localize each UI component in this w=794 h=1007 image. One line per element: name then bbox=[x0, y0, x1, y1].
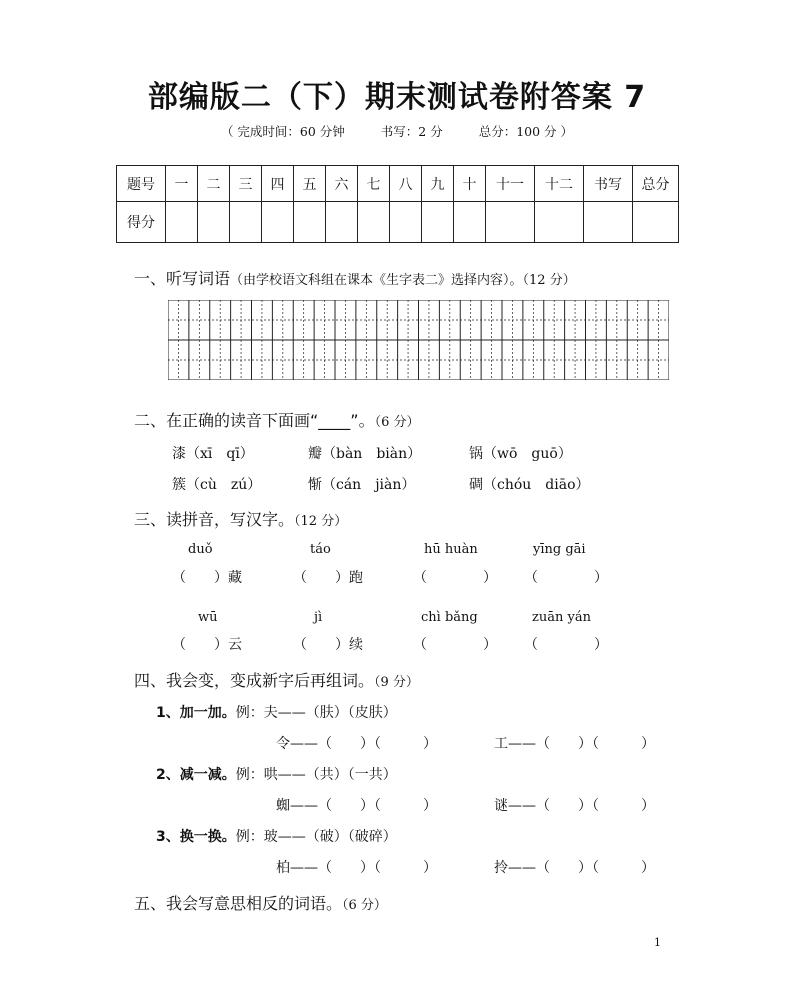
page-number: 1 bbox=[654, 936, 661, 949]
score-row-label: 得分 bbox=[117, 202, 166, 243]
score-header-cell: 五 bbox=[294, 166, 326, 202]
section-5-title: 五、我会写意思相反的词语。 bbox=[134, 894, 343, 913]
score-header-cell: 九 bbox=[422, 166, 454, 202]
section-4-note: （9 分） bbox=[374, 675, 419, 690]
section-3-note: （12 分） bbox=[294, 514, 348, 529]
score-header-cell: 六 bbox=[326, 166, 358, 202]
score-header-cell: 一 bbox=[166, 166, 198, 202]
section-2-title: 二、在正确的读音下面画“____”。 bbox=[134, 411, 375, 430]
pinyin-label: jì bbox=[314, 610, 323, 625]
score-cell[interactable] bbox=[584, 202, 633, 243]
subtask-1-example: 例：夫——（肤）（皮肤） bbox=[235, 705, 397, 721]
subtask-2 bbox=[156, 764, 397, 784]
dictation-writing-grid[interactable] bbox=[168, 300, 669, 380]
section-2-note: （6 分） bbox=[374, 415, 420, 430]
hanzi-blank[interactable]: （ ） bbox=[524, 637, 608, 653]
score-cell[interactable] bbox=[535, 202, 584, 243]
hanzi-blank[interactable]: （ ）跑 bbox=[293, 570, 363, 586]
section-4-title: 四、我会变，变成新字后再组词。 bbox=[134, 671, 375, 690]
score-header-cell: 十 bbox=[454, 166, 486, 202]
pronunciation-item[interactable]: 惭（cán jiàn） bbox=[308, 477, 416, 493]
hanzi-blank[interactable]: （ ）续 bbox=[293, 637, 363, 653]
score-cell[interactable] bbox=[262, 202, 294, 243]
score-cell[interactable] bbox=[486, 202, 535, 243]
pinyin-label: yīng gāi bbox=[533, 542, 586, 557]
pinyin-label: wū bbox=[198, 610, 218, 625]
score-header-cell: 题号 bbox=[117, 166, 166, 202]
subtask-3-example: 例：玻——（破）（破碎） bbox=[235, 829, 397, 845]
score-cell[interactable] bbox=[422, 202, 454, 243]
section-2-heading bbox=[134, 408, 420, 431]
subtask-1-label: 1、加一加。 bbox=[156, 705, 236, 721]
score-header-cell: 四 bbox=[262, 166, 294, 202]
score-table-score-row bbox=[117, 202, 679, 243]
time-info: （ 完成时间：60 分钟 bbox=[220, 124, 345, 139]
section-3-heading bbox=[134, 507, 347, 530]
word-change-blank[interactable]: 谜——（ ）（ ） bbox=[494, 798, 655, 814]
score-cell[interactable] bbox=[358, 202, 390, 243]
score-header-cell: 十二 bbox=[535, 166, 584, 202]
word-change-blank[interactable]: 令——（ ）（ ） bbox=[276, 736, 437, 752]
subtask-2-example: 例：哄——（共）（一共） bbox=[235, 767, 397, 783]
subtask-1 bbox=[156, 702, 397, 722]
pinyin-label: zuān yán bbox=[532, 610, 591, 625]
exam-info bbox=[0, 122, 794, 140]
pronunciation-item[interactable]: 碉（chóu diāo） bbox=[469, 477, 590, 493]
word-change-blank[interactable]: 工——（ ）（ ） bbox=[494, 736, 655, 752]
section-1-heading bbox=[134, 266, 576, 289]
score-cell[interactable] bbox=[390, 202, 422, 243]
score-cell[interactable] bbox=[454, 202, 486, 243]
pinyin-label: táo bbox=[310, 542, 331, 557]
hanzi-blank[interactable]: （ ）藏 bbox=[172, 570, 242, 586]
pronunciation-item[interactable]: 漆（xī qī） bbox=[172, 446, 254, 462]
score-cell[interactable] bbox=[230, 202, 262, 243]
score-header-cell: 十一 bbox=[486, 166, 535, 202]
score-table bbox=[116, 165, 679, 243]
score-cell[interactable] bbox=[326, 202, 358, 243]
section-4-heading bbox=[134, 668, 419, 691]
score-cell[interactable] bbox=[166, 202, 198, 243]
section-1-title: 一、听写词语 bbox=[134, 269, 231, 288]
pronunciation-item[interactable]: 锅（wō guō） bbox=[469, 446, 572, 462]
score-table-header-row bbox=[117, 166, 679, 202]
subtask-3 bbox=[156, 826, 397, 846]
pinyin-label: duǒ bbox=[188, 542, 213, 557]
word-change-blank[interactable]: 拎——（ ）（ ） bbox=[494, 860, 655, 876]
pronunciation-item[interactable]: 瓣（bàn biàn） bbox=[308, 446, 422, 462]
pronunciation-item[interactable]: 簇（cù zú） bbox=[172, 477, 262, 493]
hanzi-blank[interactable]: （ ）云 bbox=[172, 637, 242, 653]
score-header-cell: 二 bbox=[198, 166, 230, 202]
section-3-title: 三、读拼音，写汉字。 bbox=[134, 510, 295, 529]
score-cell[interactable] bbox=[294, 202, 326, 243]
pinyin-label: hū huàn bbox=[424, 542, 478, 557]
section-5-note: （6 分） bbox=[342, 898, 387, 913]
word-change-blank[interactable]: 柏——（ ）（ ） bbox=[276, 860, 437, 876]
section-1-note: （由学校语文科组在课本《生字表二》选择内容）。（12 分） bbox=[230, 273, 576, 288]
hanzi-blank[interactable]: （ ） bbox=[413, 637, 497, 653]
score-cell[interactable] bbox=[633, 202, 679, 243]
page-title: 部编版二（下）期末测试卷附答案 7 bbox=[147, 80, 647, 115]
subtask-2-label: 2、减一减。 bbox=[156, 767, 236, 783]
total-info: 总分：100 分 ） bbox=[478, 124, 574, 139]
score-header-cell: 总分 bbox=[633, 166, 679, 202]
word-change-blank[interactable]: 蜘——（ ）（ ） bbox=[276, 798, 437, 814]
hanzi-blank[interactable]: （ ） bbox=[413, 570, 497, 586]
score-header-cell: 八 bbox=[390, 166, 422, 202]
score-header-cell: 七 bbox=[358, 166, 390, 202]
hanzi-blank[interactable]: （ ） bbox=[524, 570, 608, 586]
score-cell[interactable] bbox=[198, 202, 230, 243]
writing-info: 书写：2 分 bbox=[380, 124, 443, 139]
pinyin-label: chì bǎng bbox=[421, 610, 478, 625]
subtask-3-label: 3、换一换。 bbox=[156, 829, 236, 845]
section-5-heading bbox=[134, 891, 387, 914]
score-header-cell: 三 bbox=[230, 166, 262, 202]
score-header-cell: 书写 bbox=[584, 166, 633, 202]
